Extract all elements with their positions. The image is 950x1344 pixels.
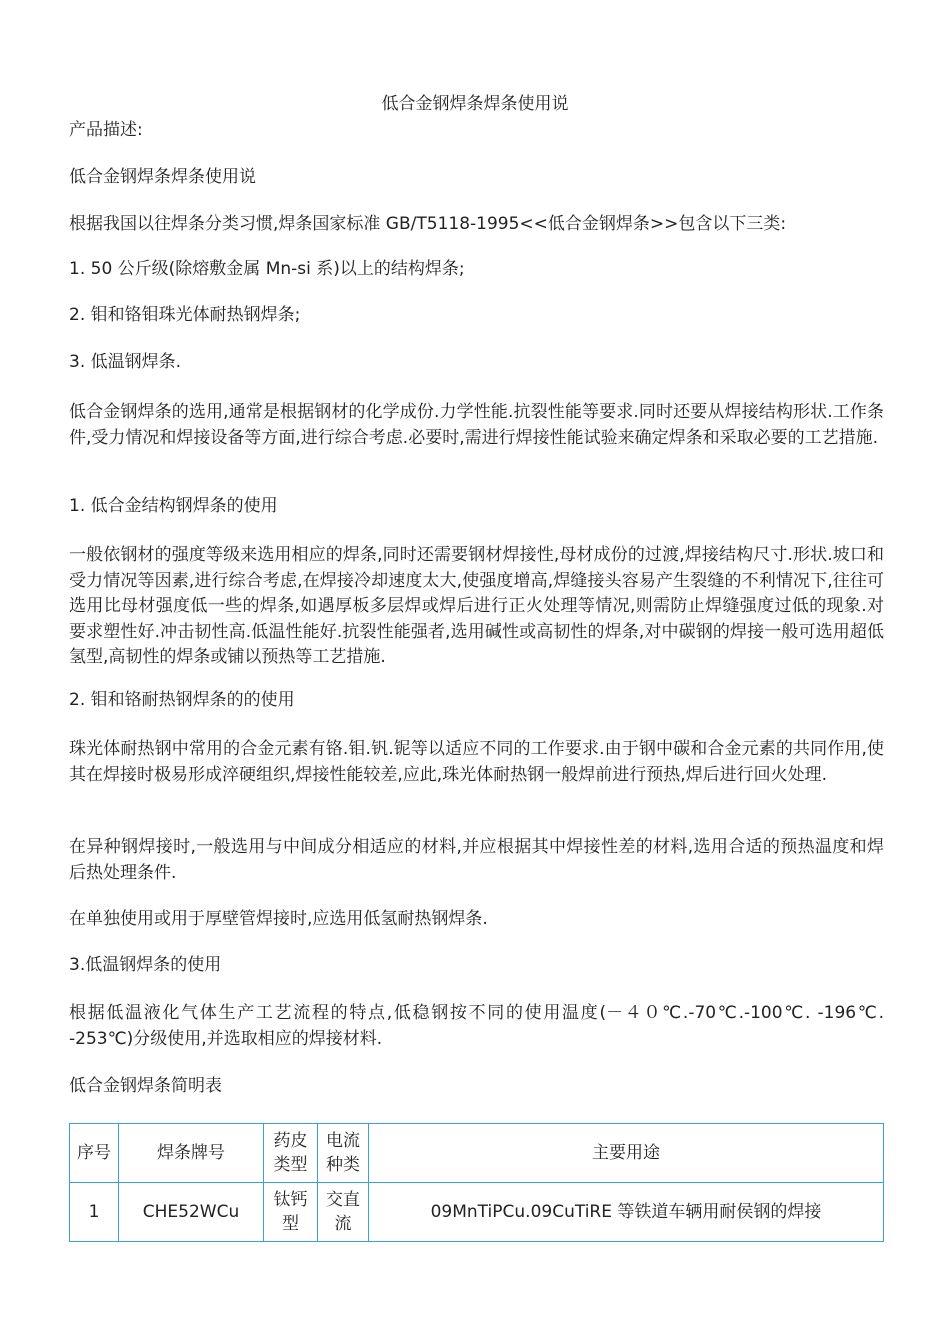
table-row xyxy=(70,1183,884,1242)
section-heading-3: 3.低温钢焊条的使用 xyxy=(69,955,222,975)
header-no: 序号 xyxy=(70,1124,119,1183)
cell-current: 交直流 xyxy=(318,1183,369,1242)
intro-paragraph: 根据我国以往焊条分类习惯,焊条国家标准 GB/T5118-1995<<低合金钢焊条>>包含以下三类: xyxy=(69,214,787,234)
list-item-3: 3. 低温钢焊条. xyxy=(69,352,182,372)
table-header-row xyxy=(70,1124,884,1183)
section-heading-2: 2. 钼和铬耐热钢焊条的的使用 xyxy=(69,690,295,710)
document-title: 低合金钢焊条焊条使用说 xyxy=(381,94,569,114)
section-2-paragraph-b: 在异种钢焊接时,一般选用与中间成分相适应的材料,并应根据其中焊接性差的材料,选用合适的预热温度和焊后热处理条件. xyxy=(69,837,884,883)
list-item-2: 2. 钼和铬钼珠光体耐热钢焊条; xyxy=(69,305,301,325)
table-caption: 低合金钢焊条简明表 xyxy=(69,1076,222,1096)
electrode-summary-table xyxy=(69,1123,884,1242)
header-current: 电流种类 xyxy=(318,1124,369,1183)
cell-coating: 钛钙型 xyxy=(264,1183,318,1242)
section-2-paragraph-a: 珠光体耐热钢中常用的合金元素有铬.钼.钒.铌等以适应不同的工作要求.由于钢中碳和合金元素的共同作用,使其在焊接时极易形成淬硬组织,焊接性能较差,应此,珠光体耐热钢一般焊前进行预热,焊后进行回火处理. xyxy=(69,739,884,785)
selection-paragraph: 低合金钢焊条的选用,通常是根据钢材的化学成份.力学性能.抗裂性能等要求.同时还要从焊接结构形状.工作条件,受力情况和焊接设备等方面,进行综合考虑.必要时,需进行焊接性能试验来确定焊条和采取必要的工艺措施. xyxy=(69,402,884,448)
header-brand: 焊条牌号 xyxy=(119,1124,264,1183)
section-2-paragraph-c: 在单独使用或用于厚壁管焊接时,应选用低氢耐热钢焊条. xyxy=(69,909,488,929)
document-subtitle: 低合金钢焊条焊条使用说 xyxy=(69,167,256,187)
cell-brand: CHE52WCu xyxy=(119,1183,264,1242)
section-heading-1: 1. 低合金结构钢焊条的使用 xyxy=(69,496,278,516)
header-coating: 药皮类型 xyxy=(264,1124,318,1183)
section-3-paragraph: 根据低温液化气体生产工艺流程的特点,低稳钢按不同的使用温度(－４０℃.-70℃.-100℃. -196℃. -253℃)分级使用,并选取相应的焊接材料. xyxy=(69,1003,884,1049)
cell-usage: 09MnTiPCu.09CuTiRE 等铁道车辆用耐侯钢的焊接 xyxy=(369,1183,884,1242)
list-item-1: 1. 50 公斤级(除熔敷金属 Mn-si 系)以上的结构焊条; xyxy=(69,259,465,279)
cell-no: 1 xyxy=(70,1183,119,1242)
product-description-label: 产品描述: xyxy=(69,120,143,140)
section-1-paragraph: 一般依钢材的强度等级来选用相应的焊条,同时还需要钢材焊接性,母材成份的过渡,焊接结构尺寸.形状.坡口和受力情况等因素,进行综合考虑,在焊接冷却速度太大,使强度增高,焊缝接头容易产生裂缝的不利情况下,往往可选用比母材强度低一些的焊条,如遇厚板多层焊或焊后进行正火处理等情况,则需防止焊缝强度过低的现象.对要求塑性好.冲击韧性高.低温性能好.抗裂性能强者,选用碱性或高韧性的焊条,对中碳钢的焊接一般可选用超低氢型,高韧性的焊条或铺以预热等工艺措施. xyxy=(69,545,884,667)
header-usage: 主要用途 xyxy=(369,1124,884,1183)
